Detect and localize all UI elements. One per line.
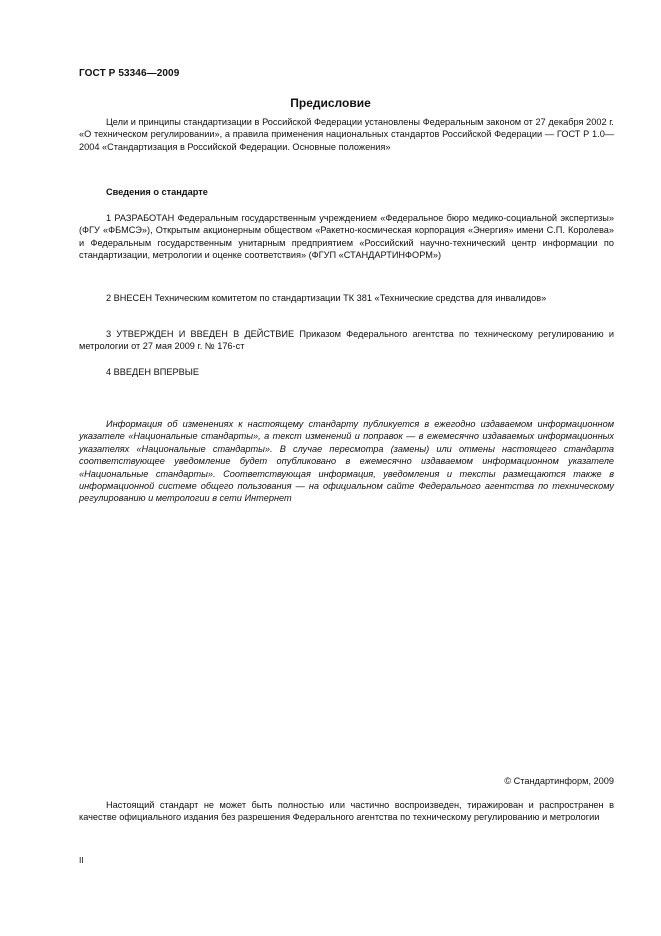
standard-code-header: ГОСТ Р 53346—2009 <box>79 68 180 79</box>
information-notice: Информация об изменениях к настоящему стандарту публикуется в ежегодно издаваемом информационном указателе «Национальные стандарты», а текст изменений и поправок — в ежемесячно издаваемых информационных указателях «Национальные стандарты». В случае пересмотра (замены) или отмены настоящего стандарта соответствующее уведомление будет опубликовано в ежемесячно издаваемом информационном указателе «Национальные стандарты». Соответствующая информация, уведомления и тексты размещаются также в информационной системе общего пользования — на официальном сайте Федерального агентства по техническому регулированию и метрологии в сети Интернет <box>79 419 614 504</box>
legal-notice: Настоящий стандарт не может быть полностью или частично воспроизведен, тиражирован и распространен в качестве официального издания без разрешения Федерального агентства по техническому регулированию и метрологии <box>79 800 614 823</box>
item-3-approved: 3 УТВЕРЖДЕН И ВВЕДЕН В ДЕЙСТВИЕ Приказом Федерального агентства по техническому регулированию и метрологии от 27 мая 2009 г. № 176-ст <box>79 329 614 352</box>
item-1-developed: 1 РАЗРАБОТАН Федеральным государственным учреждением «Федеральное бюро медико-социальной экспертизы» (ФГУ «ФБМСЭ»), Открытым акционерным обществом «Ракетно-космическая корпорация «Энергия» имени С.П. Королева» и Федеральным государственным унитарным предприятием «Российский научно-технический центр информации по стандартизации, метрологии и оценке соответствия» (ФГУП «СТАНДАРТИНФОРМ») <box>79 213 614 261</box>
page-number: II <box>79 855 84 865</box>
section-heading: Сведения о стандарте <box>106 187 208 197</box>
copyright-line: © Стандартинформ, 2009 <box>504 776 614 786</box>
intro-paragraph: Цели и принципы стандартизации в Российской Федерации установлены Федеральным законом от 27 декабря 2002 г. «О техническом регулировании», а правила применения национальных стандартов Российской Федерации — ГОСТ Р 1.0—2004 «Стандартизация в Российской Федерации. Основные положения» <box>79 117 614 152</box>
item-4-introduced: 4 ВВЕДЕН ВПЕРВЫЕ <box>106 367 199 377</box>
page-title: Предисловие <box>290 96 371 110</box>
item-2-submitted: 2 ВНЕСЕН Техническим комитетом по стандартизации ТК 381 «Технические средства для инвалидов» <box>106 293 547 303</box>
